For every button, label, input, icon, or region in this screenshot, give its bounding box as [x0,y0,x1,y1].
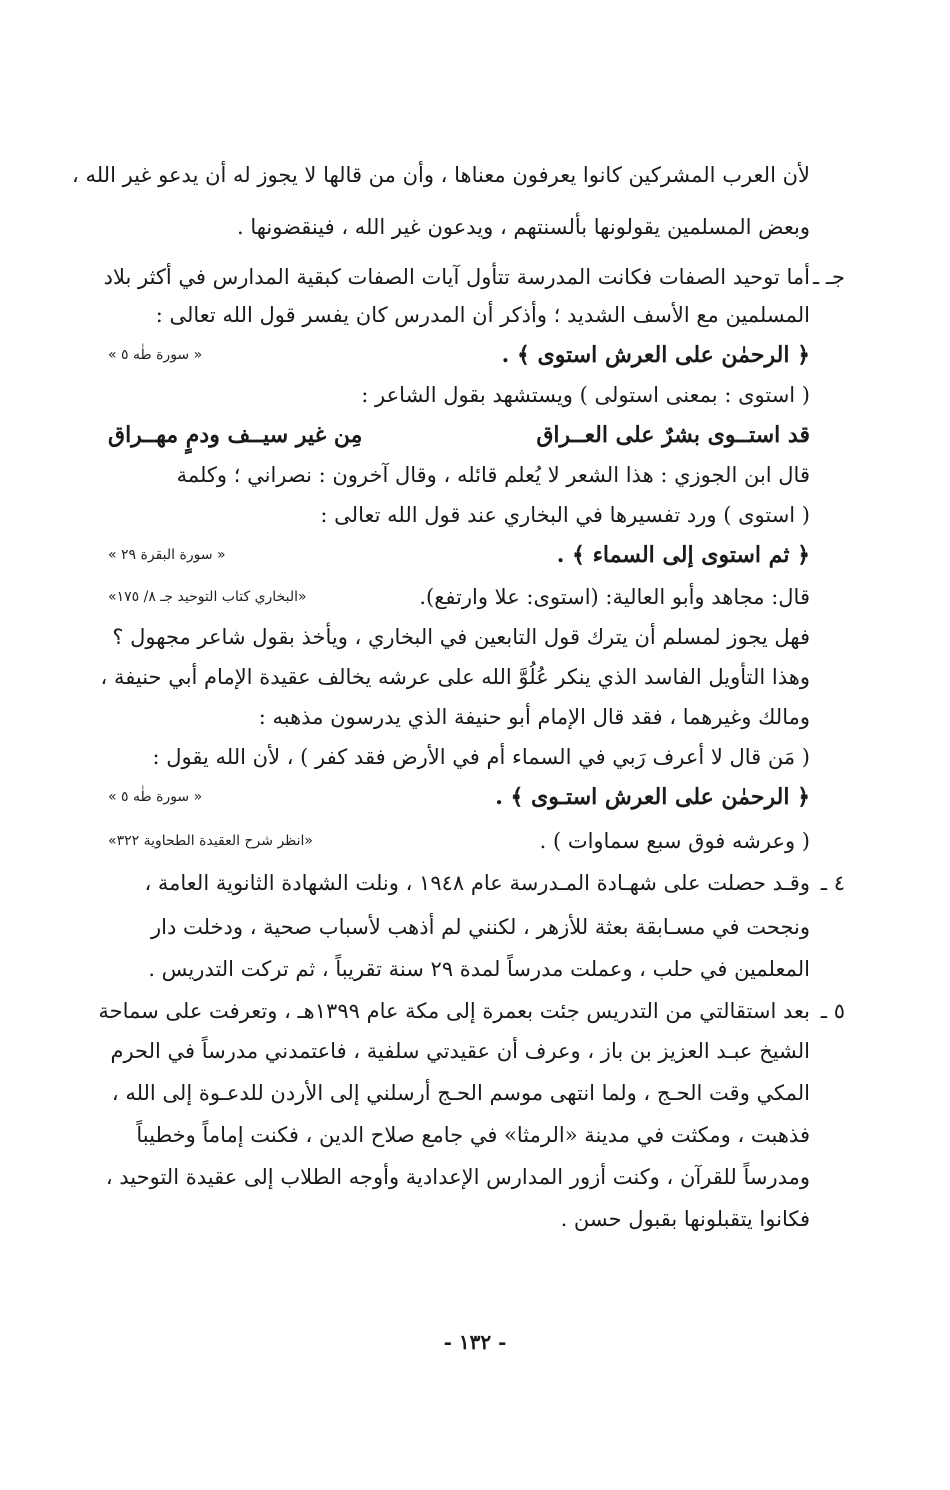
line-text: وبعض المسلمين يقولونها بألسنتهم ، ويدعون غير الله ، فينقضونها . [236,215,810,239]
line-text: ( استوى : بمعنى استولى ) ويستشهد بقول الشاعر : [361,383,810,407]
page-number: - ١٣٢ - [443,1330,507,1354]
line-text: المكي وقت الحـج ، ولما انتهى موسم الحـج أرسلني إلى الأردن للدعـوة إلى الله ، [111,1081,810,1105]
item-marker: جـ ـ [813,265,845,289]
line-text: ( استوى ) ورد تفسيرها في البخاري عند قول الله تعالى : [320,503,810,527]
item-marker: ٥ ـ [820,999,845,1023]
item-marker: ٤ ـ [820,871,845,895]
line-text: المعلمين في حلب ، وعملت مدرساً لمدة ٢٩ سنة تقريباً ، ثم تركت التدريس . [148,957,810,981]
line-text: ( مَن قال لا أعرف رَبي في السماء أم في الأرض فقد كفر ) ، لأن الله يقول : [152,745,810,769]
quran-verse: ﴿ الرحمٰن على العرش استـوى ﴾ . [495,784,810,810]
line-text: ( وعرشه فوق سبع سماوات ) . [539,829,810,853]
line-text: بعد استقالتي من التدريس جئت بعمرة إلى مكة عام ١٣٩٩هـ ، وتعرفت على سماحة [98,999,810,1023]
citation: « سورة طٰه ٥ » [108,789,203,805]
line-text: وقـد حصلت على شهـادة المـدرسة عام ١٩٤٨ ، ونلت الشهادة الثانوية العامة ، [144,871,810,895]
line-text: ونجحت في مسـابقة بعثة للأزهر ، لكنني لم أذهب لأسباب صحية ، ودخلت دار [150,915,810,939]
citation: « سورة طٰه ٥ » [108,347,203,363]
line-text: المسلمين مع الأسف الشديد ؛ وأذكر أن المدرس كان يفسر قول الله تعالى : [155,303,810,327]
line-text: الشيخ عبـد العزيز بن باز ، وعرف أن عقيدتي سلفية ، فاعتمدني مدرساً في الحرم [110,1039,810,1063]
quran-verse: ﴿ الرحمٰن على العرش استوى ﴾ . [501,342,810,368]
citation: «انظر شرح العقيدة الطحاوية ٣٢٢» [108,833,313,849]
line-text: لأن العرب المشركين كانوا يعرفون معناها ، وأن من قالها لا يجوز له أن يدعو غير الله ، [72,163,810,187]
line-text: قال ابن الجوزي : هذا الشعر لا يُعلم قائله ، وقال آخرون : نصراني ؛ وكلمة [176,463,810,487]
line-text: ومدرساً للقرآن ، وكنت أزور المدارس الإعدادية وأوجه الطلاب إلى عقيدة التوحيد ، [105,1165,810,1189]
line-text: قال: مجاهد وأبو العالية: (استوى: علا وارتفع). [419,585,810,609]
line-text: فهل يجوز لمسلم أن يترك قول التابعين في البخاري ، ويأخذ بقول شاعر مجهول ؟ [112,625,810,649]
citation: « سورة البقرة ٢٩ » [108,547,226,563]
line-text: وهذا التأويل الفاسد الذي ينكر عُلُوَّ الله على عرشه يخالف عقيدة الإمام أبي حنيفة ، [100,665,810,689]
poem-hemistich-2: مِن غير سيــف ودمٍ مهــراق [108,422,363,448]
line-text: ومالك وغيرهما ، فقد قال الإمام أبو حنيفة الذي يدرسون مذهبه : [258,705,810,729]
poem-hemistich-1: قد استــوى بشرٌ على العــراق [536,422,810,448]
line-text: فذهبت ، ومكثت في مدينة «الرمثا» في جامع صلاح الدين ، فكنت إماماً وخطيباً [136,1123,810,1147]
citation: «البخاري كتاب التوحيد جـ ٨/ ١٧٥» [108,589,307,605]
line-text: فكانوا يتقبلونها بقبول حسن . [560,1207,810,1231]
quran-verse: ﴿ ثم استوى إلى السماء ﴾ . [556,542,810,568]
line-text: أما توحيد الصفات فكانت المدرسة تتأول آيات الصفات كبقية المدارس في أكثر بلاد [103,265,810,289]
